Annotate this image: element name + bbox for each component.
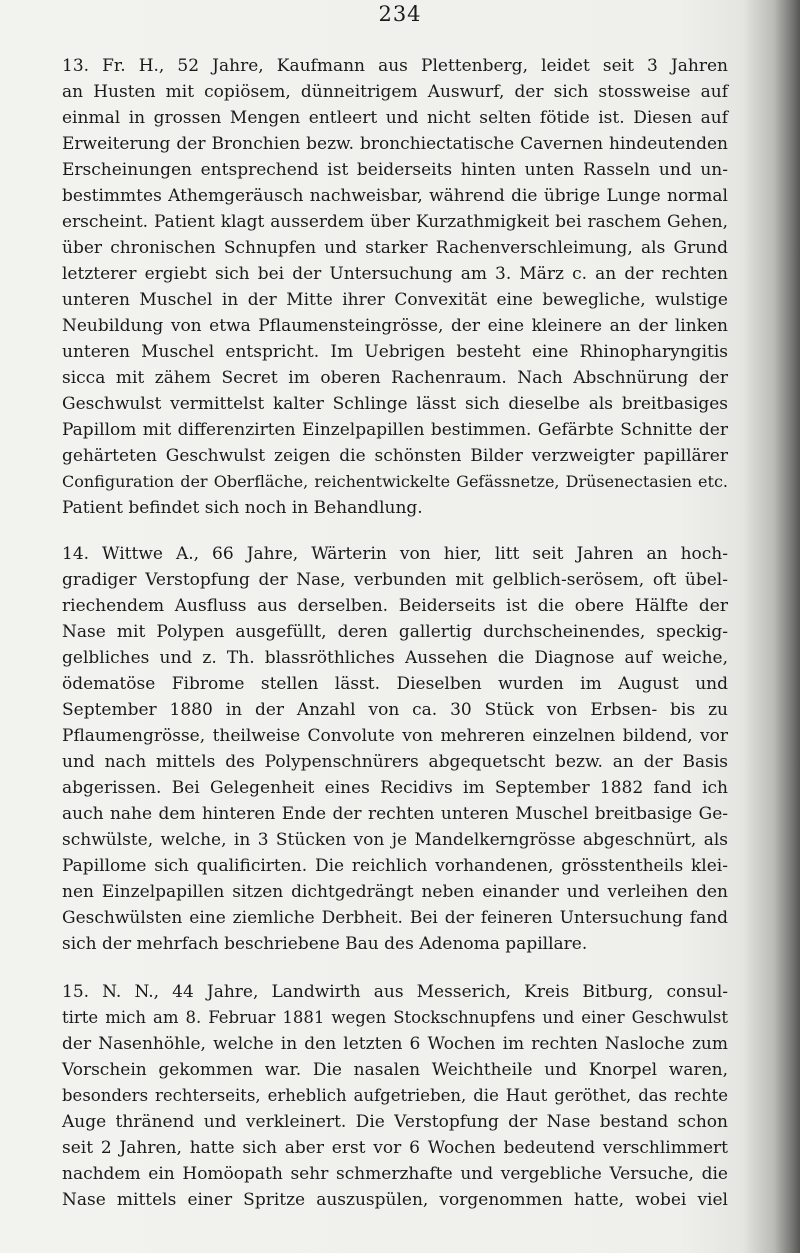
text-line: letzterer ergiebt sich bei der Untersuchung am 3. März c. an der rechten bbox=[62, 264, 728, 284]
text-line: gradiger Verstopfung der Nase, verbunden mit gelblich-serösem, oft übel- bbox=[62, 570, 728, 590]
text-line: an Husten mit copiösem, dünneitrigem Auswurf, der sich stossweise auf bbox=[62, 82, 728, 102]
text-line: erscheint. Patient klagt ausserdem über Kurzathmigkeit bei raschem Gehen, bbox=[62, 212, 728, 232]
text-line: Geschwülsten eine ziemliche Derbheit. Bei der feineren Untersuchung fand bbox=[62, 908, 728, 928]
text-line: tirte mich am 8. Februar 1881 wegen Stockschnupfens und einer Geschwulst bbox=[62, 1008, 728, 1027]
text-line: unteren Muschel in der Mitte ihrer Convexität eine bewegliche, wulstige bbox=[62, 290, 728, 310]
text-line: gelbliches und z. Th. blassröthliches Aussehen die Diagnose auf weiche, bbox=[62, 648, 728, 668]
text-line: sicca mit zähem Secret im oberen Rachenraum. Nach Abschnürung der bbox=[62, 368, 728, 388]
text-line: abgerissen. Bei Gelegenheit eines Recidivs im September 1882 fand ich bbox=[62, 778, 728, 798]
text-line: Erscheinungen entsprechend ist beiderseits hinten unten Rasseln und un- bbox=[62, 160, 728, 180]
text-line: nen Einzelpapillen sitzen dichtgedrängt neben einander und verleihen den bbox=[62, 882, 728, 902]
text-line: schwülste, welche, in 3 Stücken von je Mandelkerngrösse abgeschnürt, als bbox=[62, 830, 728, 850]
text-line: Papillome sich qualificirten. Die reichlich vorhandenen, grösstentheils klei- bbox=[62, 856, 728, 876]
text-line: nachdem ein Homöopath sehr schmerzhafte und vergebliche Versuche, die bbox=[62, 1164, 728, 1184]
text-line: Papillom mit differenzirten Einzelpapillen bestimmen. Gefärbte Schnitte der bbox=[62, 420, 728, 440]
text-line: Configuration der Oberfläche, reichentwickelte Gefässnetze, Drüsenectasien etc. bbox=[62, 472, 728, 491]
text-line: gehärteten Geschwulst zeigen die schönsten Bilder verzweigter papillärer bbox=[62, 446, 728, 466]
text-line: Pflaumengrösse, theilweise Convolute von mehreren einzelnen bildend, vor bbox=[62, 726, 728, 746]
text-line: Erweiterung der Bronchien bezw. bronchiectatische Cavernen hindeutenden bbox=[62, 134, 728, 154]
text-line: und nach mittels des Polypenschnürers abgequetscht bezw. an der Basis bbox=[62, 752, 728, 772]
text-line: Geschwulst vermittelst kalter Schlinge lässt sich dieselbe als breitbasiges bbox=[62, 394, 728, 414]
text-line: Auge thränend und verkleinert. Die Verstopfung der Nase bestand schon bbox=[62, 1112, 728, 1132]
text-line: einmal in grossen Mengen entleert und nicht selten fötide ist. Diesen auf bbox=[62, 108, 728, 128]
text-line: ödematöse Fibrome stellen lässt. Dieselben wurden im August und bbox=[62, 674, 728, 694]
page-number: 234 bbox=[378, 2, 422, 26]
text-line: 15. N. N., 44 Jahre, Landwirth aus Messerich, Kreis Bitburg, consul- bbox=[62, 982, 728, 1002]
text-line: besonders rechterseits, erheblich aufgetrieben, die Haut geröthet, das rechte bbox=[62, 1086, 728, 1105]
text-line: 13. Fr. H., 52 Jahre, Kaufmann aus Plettenberg, leidet seit 3 Jahren bbox=[62, 56, 728, 76]
text-line: riechendem Ausfluss aus derselben. Beiderseits ist die obere Hälfte der bbox=[62, 596, 728, 616]
text-line: der Nasenhöhle, welche in den letzten 6 Wochen im rechten Nasloche zum bbox=[62, 1034, 728, 1054]
text-line: sich der mehrfach beschriebene Bau des Adenoma papillare. bbox=[62, 934, 588, 954]
text-line: unteren Muschel entspricht. Im Uebrigen besteht eine Rhinopharyngitis bbox=[62, 342, 728, 362]
text-line: seit 2 Jahren, hatte sich aber erst vor 6 Wochen bedeutend verschlimmert bbox=[62, 1138, 728, 1158]
text-line: Nase mittels einer Spritze auszuspülen, vorgenommen hatte, wobei viel bbox=[62, 1190, 728, 1210]
text-line: Vorschein gekommen war. Die nasalen Weichtheile und Knorpel waren, bbox=[62, 1060, 728, 1080]
text-line: Neubildung von etwa Pflaumensteingrösse, der eine kleinere an der linken bbox=[62, 316, 728, 336]
text-line: September 1880 in der Anzahl von ca. 30 Stück von Erbsen- bis zu bbox=[62, 700, 728, 720]
text-line: 14. Wittwe A., 66 Jahre, Wärterin von hier, litt seit Jahren an hoch- bbox=[62, 544, 728, 564]
text-line: über chronischen Schnupfen und starker Rachenverschleimung, als Grund bbox=[62, 238, 728, 258]
text-line: Nase mit Polypen ausgefüllt, deren gallertig durchscheinendes, speckig- bbox=[62, 622, 728, 642]
text-line: bestimmtes Athemgeräusch nachweisbar, während die übrige Lunge normal bbox=[62, 186, 728, 206]
text-line: Patient befindet sich noch in Behandlung. bbox=[62, 498, 423, 518]
page-binding-shadow bbox=[742, 0, 800, 1253]
text-line: auch nahe dem hinteren Ende der rechten unteren Muschel breitbasige Ge- bbox=[62, 804, 728, 824]
